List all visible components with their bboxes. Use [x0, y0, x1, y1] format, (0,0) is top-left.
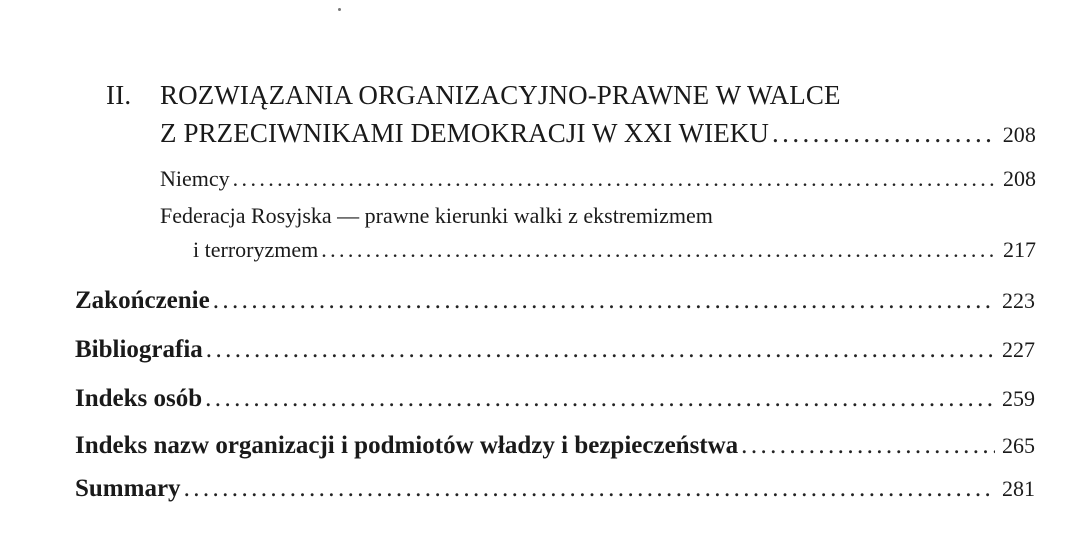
dot-leader [741, 432, 995, 460]
toc-entry[interactable] [75, 336, 1035, 364]
section-number: II. [106, 80, 132, 110]
dot-leader [205, 385, 995, 413]
subentry-label-line2: i terroryzmem [193, 237, 319, 262]
section-title-line2: Z PRZECIWNIKAMI DEMOKRACJI W XXI WIEKU [160, 118, 770, 148]
entry-label: Indeks osób [75, 385, 203, 412]
page-number: 227 [1002, 337, 1035, 362]
page-number: 281 [1002, 476, 1035, 501]
dot-leader [321, 237, 996, 263]
entry-label: Indeks nazw organizacji i podmiotów władzy i bezpieczeństwa [75, 432, 739, 459]
toc-entry[interactable] [75, 432, 1035, 460]
dot-leader [184, 475, 995, 503]
toc-subentry[interactable] [193, 237, 1036, 263]
speck-mark [338, 8, 341, 11]
page-number: 265 [1002, 433, 1035, 458]
subentry-label-line1: Federacja Rosyjska — prawne kierunki walki z ekstremizmem [160, 203, 713, 228]
page-number: 217 [1003, 237, 1036, 262]
page-number: 223 [1002, 288, 1035, 313]
page-number: 208 [1002, 122, 1036, 147]
subentry-label: Niemcy [160, 166, 230, 191]
dot-leader [233, 166, 996, 192]
dot-leader [206, 336, 995, 364]
toc-entry[interactable] [75, 475, 1035, 503]
page-number: 208 [1003, 166, 1036, 191]
toc-subentry[interactable] [160, 166, 1036, 192]
page-number: 259 [1002, 386, 1035, 411]
toc-entry[interactable] [75, 287, 1035, 315]
dot-leader [213, 287, 995, 315]
section-title-line1: ROZWIĄZANIA ORGANIZACYJNO-PRAWNE W WALCE [160, 80, 841, 110]
entry-label: Bibliografia [75, 336, 203, 363]
dot-leader [772, 118, 996, 149]
entry-label: Summary [75, 475, 181, 502]
entry-label: Zakończenie [75, 287, 210, 314]
toc-entry[interactable] [75, 385, 1035, 413]
toc-entry-section[interactable] [160, 118, 1036, 149]
